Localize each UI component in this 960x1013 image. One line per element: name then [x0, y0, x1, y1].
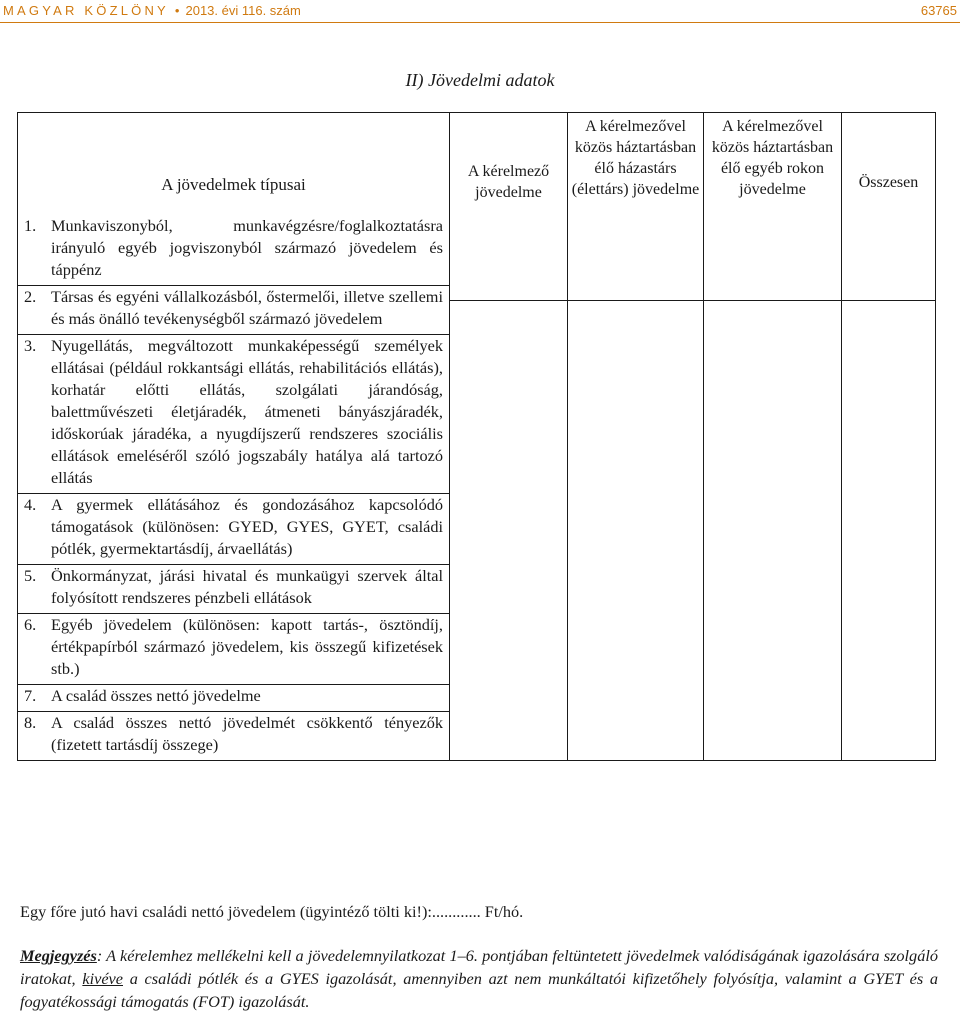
- header-separator: •: [174, 3, 180, 18]
- publication-name: MAGYAR KÖZLÖNY: [3, 3, 169, 18]
- note-underlined-word: kivéve: [82, 969, 123, 988]
- list-item: 1. Munkaviszonyból, munkavégzésre/foglalkoztatásra irányuló egyéb jogviszonyból származó jövedelem és táppénz: [24, 216, 443, 279]
- applicant-income-cell[interactable]: [450, 301, 568, 761]
- relatives-income-cell[interactable]: [704, 301, 842, 761]
- column-header-total: Összesen: [842, 113, 936, 301]
- page-header: [0, 0, 960, 23]
- issue-label: 2013. évi 116. szám: [185, 3, 301, 18]
- column-header-spouse: A kérelmezővel közös háztartásban élő házastárs (élettárs) jövedelme: [568, 113, 704, 301]
- column-header-relatives: A kérelmezővel közös háztartásban élő egyéb rokon jövedelme: [704, 113, 842, 301]
- list-item: 6. Egyéb jövedelem (különösen: kapott tartás-, ösztöndíj, értékpapírból származó jövedelem, kis összegű kifizetések stb.): [18, 613, 449, 684]
- table-header-row: [18, 113, 936, 301]
- income-table: [17, 112, 936, 761]
- section-title: II) Jövedelmi adatok: [405, 70, 555, 90]
- column-header-types: A jövedelmek típusai: [161, 175, 306, 194]
- header-left: [3, 3, 301, 18]
- income-types-cell: [18, 113, 450, 761]
- note-label: Megjegyzés: [20, 946, 97, 965]
- per-capita-income-line: Egy főre jutó havi családi nettó jövedelem (ügyintéző tölti ki!):............ Ft/hó.: [20, 902, 524, 921]
- note-text-1: : A kérelemhez mellékelni kell a jövedelemnyilatkozat 1–6. pontjában feltüntetett jövedelmek valódiságának igazolására szolgáló iratokat,: [20, 946, 938, 988]
- column-header-applicant: A kérelmező jövedelme: [450, 113, 568, 301]
- list-item: 2. Társas és egyéni vállalkozásból, őstermelői, illetve szellemi és más önálló tevékenységből származó jövedelem: [18, 285, 449, 334]
- page-number: 63765: [920, 3, 957, 18]
- spouse-income-cell[interactable]: [568, 301, 704, 761]
- list-item: 4. A gyermek ellátásához és gondozásához kapcsolódó támogatások (különösen: GYED, GYES, GYET, családi pótlék, gyermektartásdíj, árvaellátás): [18, 493, 449, 564]
- list-item: 5. Önkormányzat, járási hivatal és munkaügyi szervek által folyósított rendszeres pénzbeli ellátások: [18, 564, 449, 613]
- note-paragraph: [20, 944, 938, 1013]
- list-item: 7. A család összes nettó jövedelme: [18, 684, 449, 711]
- total-income-cell[interactable]: [842, 301, 936, 761]
- list-item: 3. Nyugellátás, megváltozott munkaképességű személyek ellátásai (például rokkantsági ellátás, rehabilitációs ellátás), korhatár előtti ellátás, szolgálati járandóság, balettművészeti életjáradék, átmeneti bányászjáradék, időskorúak járadéka, a nyugdíjszerű rendszeres szociális ellátások emeléséről szóló jogszabály hatálya alá tartozó ellátás: [18, 334, 449, 493]
- list-item: 8. A család összes nettó jövedelmét csökkentő tényezők (fizetett tartásdíj összege): [18, 711, 449, 760]
- note-text-2: a családi pótlék és a GYES igazolását, amennyiben azt nem munkáltatói kifizetőhely folyósítja, valamint a GYET és a fogyatékossági támogatás (FOT) igazolását.: [20, 969, 938, 1011]
